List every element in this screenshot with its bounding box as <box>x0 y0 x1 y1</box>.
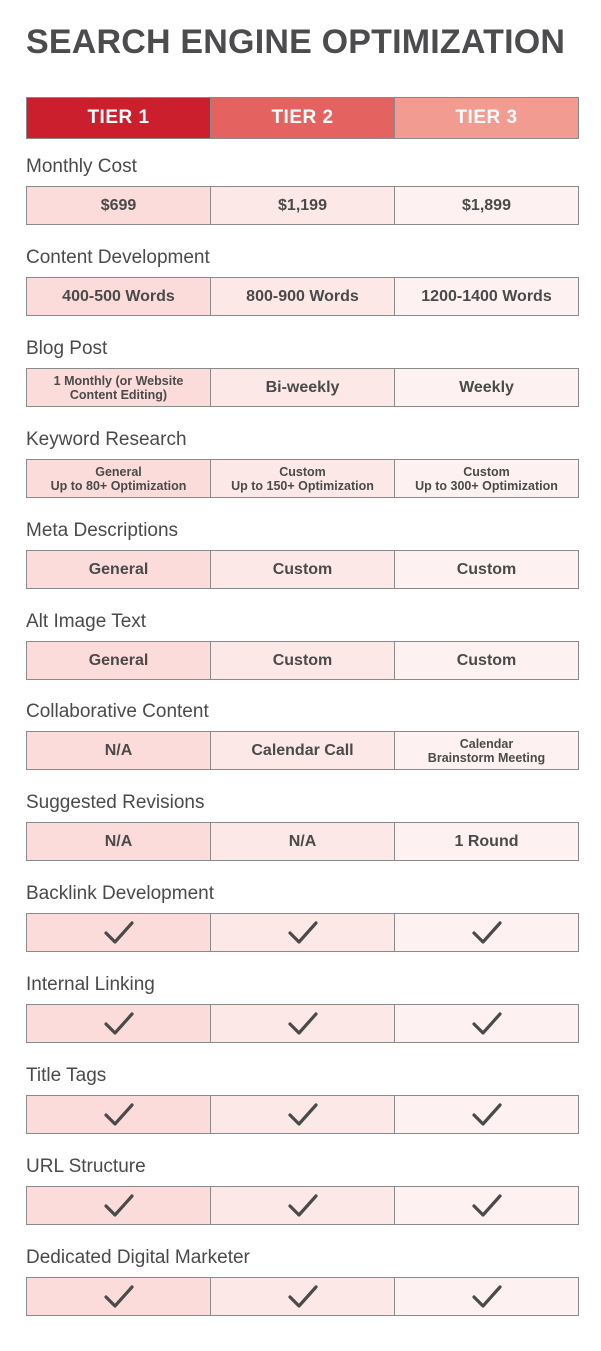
feature-label: Dedicated Digital Marketer <box>26 1247 250 1268</box>
tier-2-cell <box>211 1096 395 1133</box>
feature-row <box>26 641 579 680</box>
tier-3-cell <box>395 1278 578 1315</box>
cell-value: Calendar Call <box>251 741 354 759</box>
cell-value: Calendar Brainstorm Meeting <box>427 736 546 765</box>
tier-3-cell <box>395 642 578 679</box>
cell-value: $699 <box>100 196 137 214</box>
checkmark-icon <box>471 1011 503 1037</box>
tier-2-header: TIER 2 <box>211 98 395 138</box>
checkmark-icon <box>287 1193 319 1219</box>
tier-1-cell <box>27 369 211 406</box>
feature-row <box>26 731 579 770</box>
checkmark-icon <box>471 1102 503 1128</box>
tier-3-cell <box>395 460 578 497</box>
feature-section <box>26 1155 579 1225</box>
feature-label: Collaborative Content <box>26 701 209 722</box>
cell-value: 400-500 Words <box>62 287 175 305</box>
feature-section <box>26 1064 579 1134</box>
tier-2-cell <box>211 187 395 224</box>
tier-3-cell <box>395 187 578 224</box>
checkmark-icon <box>103 1193 135 1219</box>
feature-section <box>26 610 579 680</box>
tier-1-cell <box>27 823 211 860</box>
tier-1-cell <box>27 1005 211 1042</box>
tier-2-cell <box>211 642 395 679</box>
feature-row <box>26 186 579 225</box>
cell-value: Custom Up to 150+ Optimization <box>231 464 374 493</box>
cell-value: $1,899 <box>462 196 511 214</box>
cell-value: N/A <box>288 832 317 850</box>
cell-value: Custom <box>272 560 333 578</box>
cell-value: 1 Monthly (or Website Content Editing) <box>53 373 184 402</box>
cell-value: $1,199 <box>278 196 327 214</box>
cell-value: Custom <box>456 560 517 578</box>
feature-section <box>26 246 579 316</box>
feature-section <box>26 791 579 861</box>
feature-section <box>26 428 579 498</box>
cell-value: Weekly <box>459 378 514 396</box>
feature-row <box>26 459 579 498</box>
cell-value: General <box>88 651 149 669</box>
checkmark-icon <box>287 1011 319 1037</box>
feature-section <box>26 155 579 225</box>
feature-label: Suggested Revisions <box>26 792 205 813</box>
cell-value: Bi-weekly <box>265 378 340 396</box>
tier-1-cell <box>27 1278 211 1315</box>
cell-value: N/A <box>104 741 133 759</box>
feature-label: Title Tags <box>26 1065 107 1086</box>
tier-3-cell <box>395 278 578 315</box>
tier-3-cell <box>395 1096 578 1133</box>
checkmark-icon <box>103 1011 135 1037</box>
feature-row <box>26 550 579 589</box>
feature-row <box>26 1095 579 1134</box>
checkmark-icon <box>471 1284 503 1310</box>
tier-1-cell <box>27 642 211 679</box>
tier-3-cell <box>395 732 578 769</box>
feature-row <box>26 822 579 861</box>
tier-1-cell <box>27 1096 211 1133</box>
page-title: SEARCH ENGINE OPTIMIZATION <box>26 23 566 61</box>
tier-1-cell <box>27 551 211 588</box>
tier-2-cell <box>211 460 395 497</box>
feature-row <box>26 277 579 316</box>
feature-label: Monthly Cost <box>26 156 137 177</box>
cell-value: General Up to 80+ Optimization <box>50 464 187 493</box>
feature-row <box>26 913 579 952</box>
feature-section <box>26 1246 579 1316</box>
tier-3-cell <box>395 1187 578 1224</box>
tier-2-cell <box>211 732 395 769</box>
checkmark-icon <box>471 920 503 946</box>
tier-1-cell <box>27 278 211 315</box>
tier-2-cell <box>211 1005 395 1042</box>
feature-label: Backlink Development <box>26 883 214 904</box>
cell-value: Custom Up to 300+ Optimization <box>415 464 558 493</box>
tier-2-cell <box>211 823 395 860</box>
tier-1-cell <box>27 460 211 497</box>
feature-row <box>26 1186 579 1225</box>
feature-section <box>26 519 579 589</box>
tier-3-cell <box>395 823 578 860</box>
cell-value: Custom <box>456 651 517 669</box>
tier-1-header: TIER 1 <box>27 98 211 138</box>
tier-1-cell <box>27 732 211 769</box>
feature-row <box>26 1004 579 1043</box>
tier-1-cell <box>27 1187 211 1224</box>
checkmark-icon <box>287 1284 319 1310</box>
feature-label: Blog Post <box>26 338 108 359</box>
checkmark-icon <box>471 1193 503 1219</box>
tier-2-cell <box>211 1187 395 1224</box>
cell-value: 1 Round <box>454 832 519 850</box>
tier-3-cell <box>395 914 578 951</box>
tier-3-header: TIER 3 <box>395 98 578 138</box>
feature-section <box>26 882 579 952</box>
cell-value: Custom <box>272 651 333 669</box>
cell-value: 1200-1400 Words <box>421 287 552 305</box>
feature-label: Alt Image Text <box>26 611 147 632</box>
feature-label: Internal Linking <box>26 974 155 995</box>
feature-label: URL Structure <box>26 1156 146 1177</box>
feature-label: Content Development <box>26 247 210 268</box>
tier-1-cell <box>27 914 211 951</box>
checkmark-icon <box>103 1102 135 1128</box>
tier-3-cell <box>395 1005 578 1042</box>
feature-row <box>26 1277 579 1316</box>
feature-row <box>26 368 579 407</box>
cell-value: General <box>88 560 149 578</box>
feature-label: Keyword Research <box>26 429 187 450</box>
tier-1-cell <box>27 187 211 224</box>
tier-2-cell <box>211 369 395 406</box>
feature-section <box>26 337 579 407</box>
checkmark-icon <box>103 920 135 946</box>
tier-3-cell <box>395 369 578 406</box>
checkmark-icon <box>103 1284 135 1310</box>
tier-header <box>26 97 579 139</box>
checkmark-icon <box>287 1102 319 1128</box>
tier-2-cell <box>211 551 395 588</box>
feature-section <box>26 700 579 770</box>
tier-2-cell <box>211 914 395 951</box>
tier-2-cell <box>211 1278 395 1315</box>
feature-section <box>26 973 579 1043</box>
cell-value: N/A <box>104 832 133 850</box>
tier-3-cell <box>395 551 578 588</box>
checkmark-icon <box>287 920 319 946</box>
tier-2-cell <box>211 278 395 315</box>
cell-value: 800-900 Words <box>246 287 359 305</box>
feature-label: Meta Descriptions <box>26 520 179 541</box>
